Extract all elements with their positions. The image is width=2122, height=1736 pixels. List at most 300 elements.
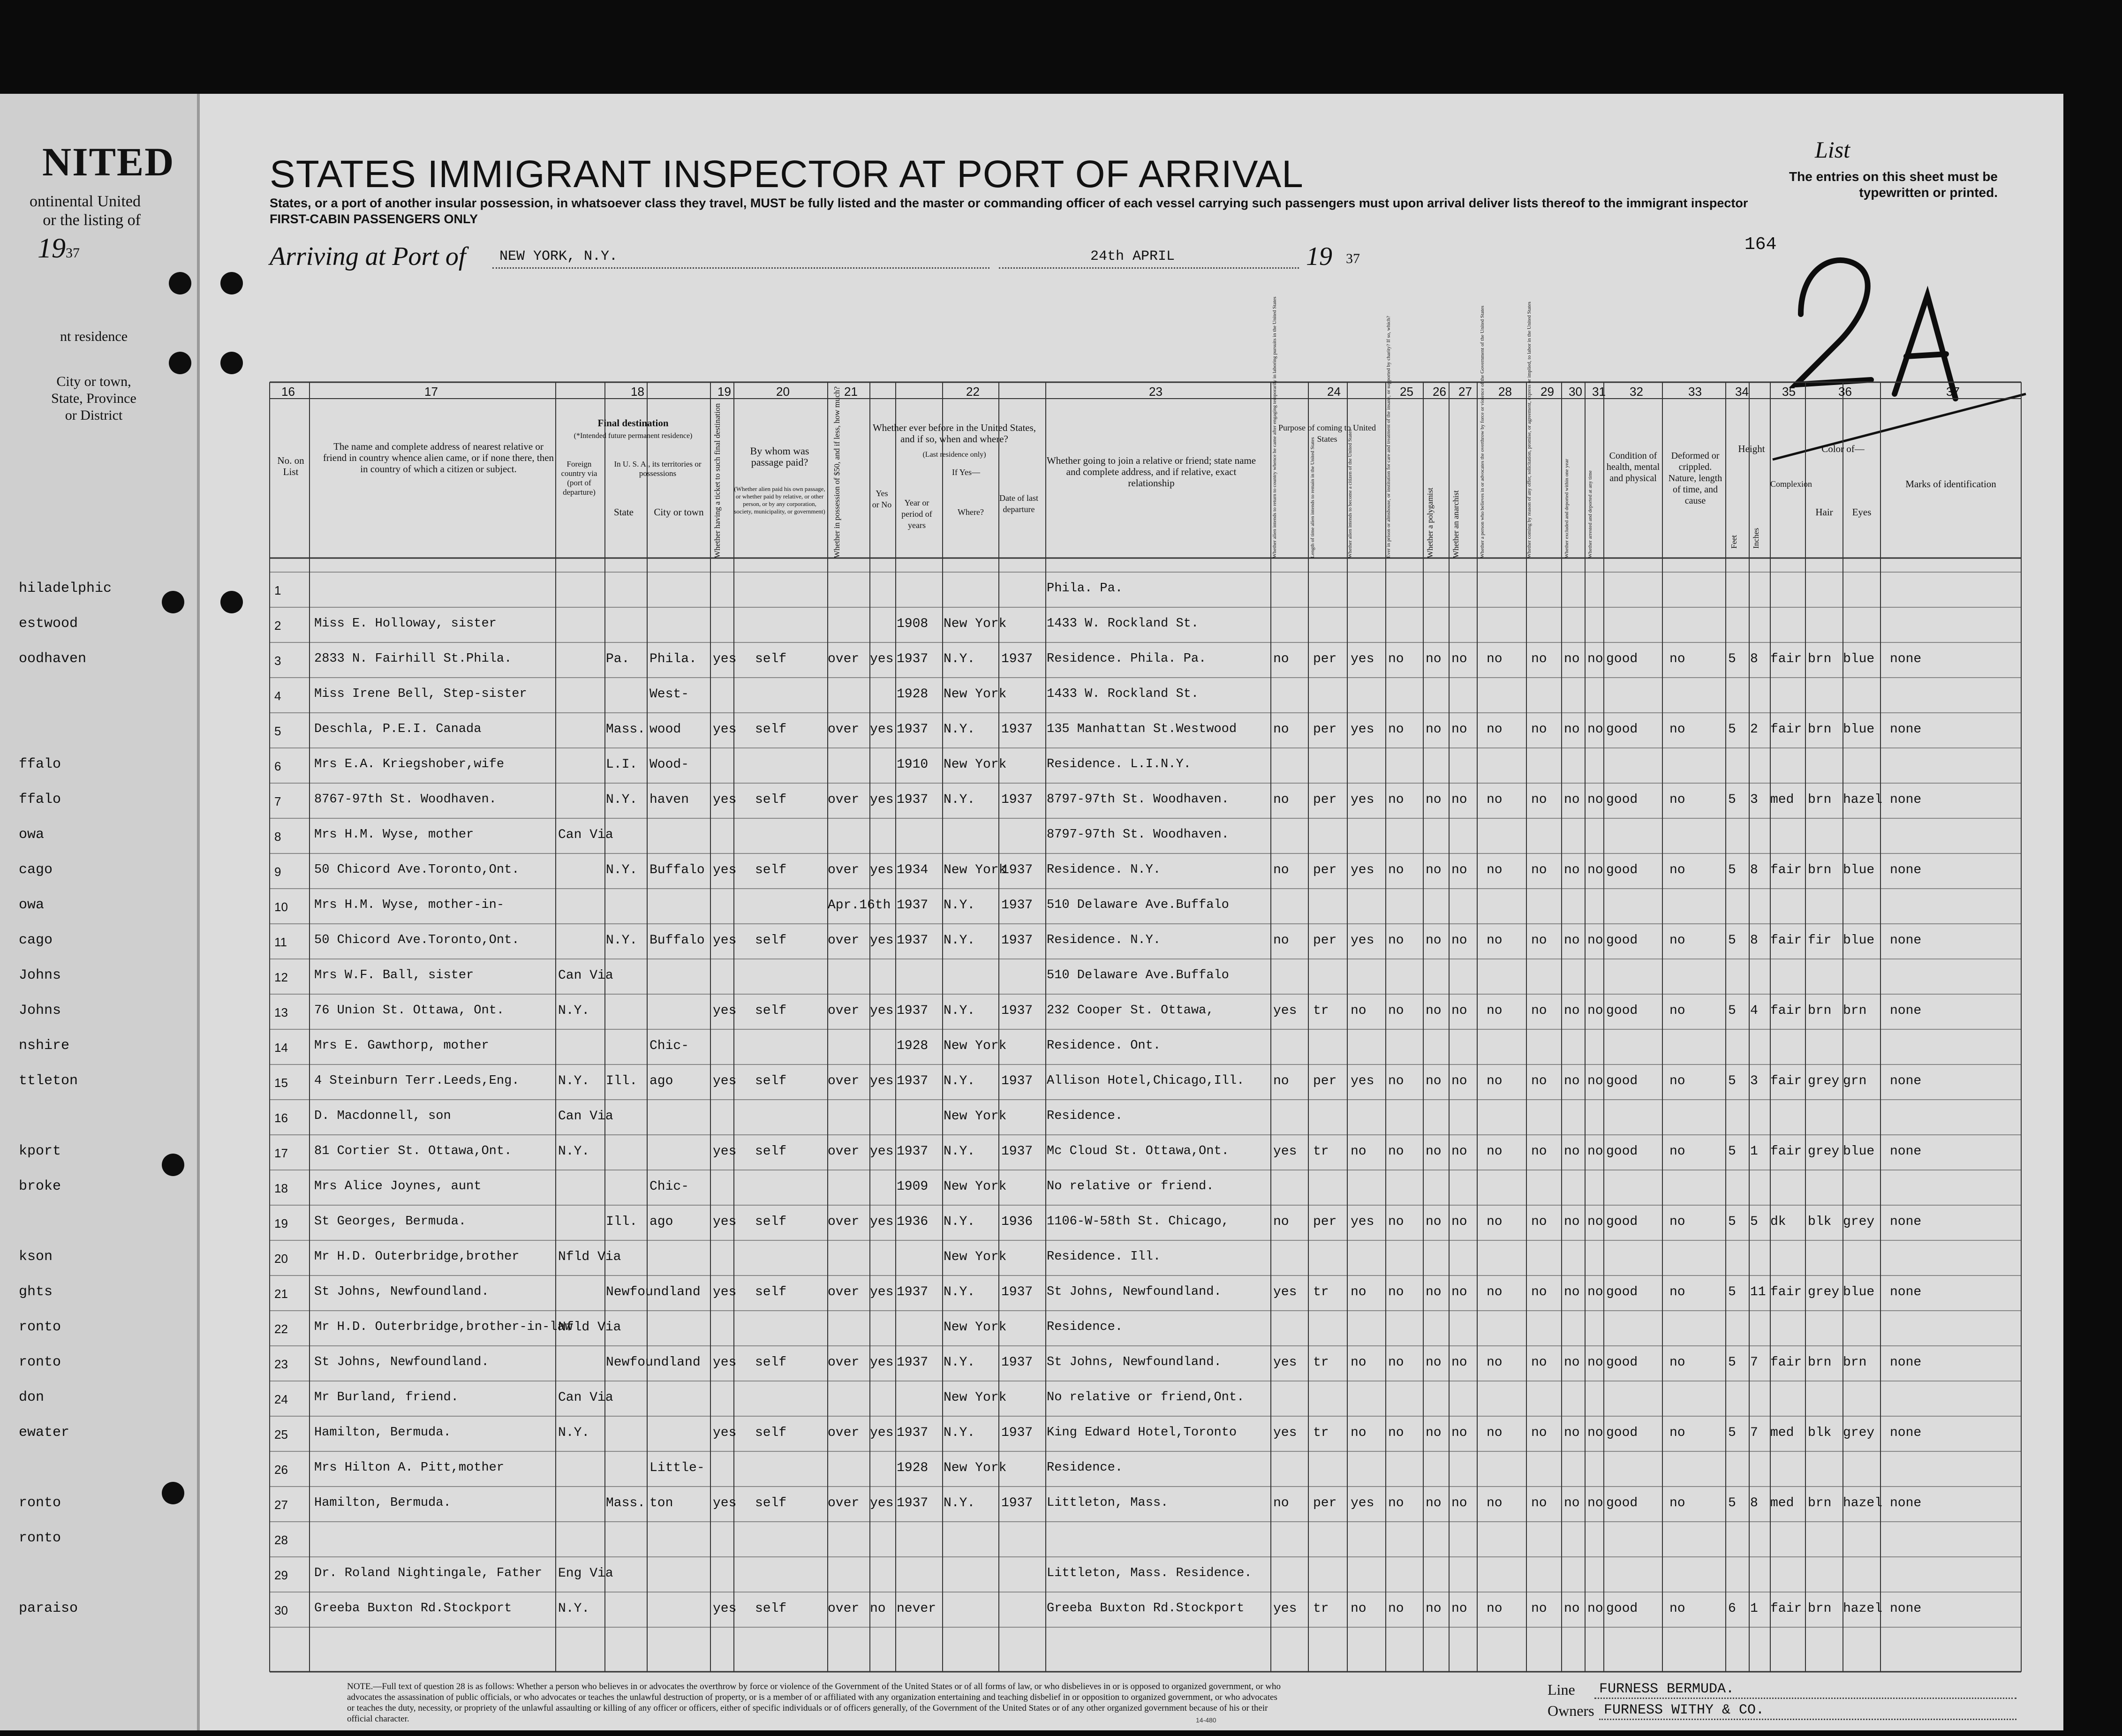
cell-c30: no [1564, 1285, 1580, 1299]
cell-pc: yes [1351, 863, 1374, 877]
cell-dep: 1937 [1001, 863, 1033, 877]
cell-where: N.Y. [944, 898, 975, 913]
cell-health: good [1606, 933, 1638, 948]
header-anarchist: Whether an anarchist [1451, 490, 1460, 558]
cell-money: over [828, 1285, 860, 1299]
header-col25: Ever in prison or almshouse, or institution for care and treatment of the insane, or supported by charity? If so, which? [1386, 316, 1391, 558]
cell-complexion: fair [1770, 1144, 1802, 1159]
column-number: 24 [1327, 385, 1341, 399]
cell-ticket: yes [713, 1355, 737, 1370]
cell-joining: 510 Delaware Ave.Buffalo [1047, 968, 1229, 982]
cell-c25: no [1388, 1496, 1404, 1510]
arriving-label: Arriving at Port of [270, 242, 466, 271]
cell-dep: 1937 [1001, 933, 1033, 948]
cell-eyes: grey [1843, 1215, 1875, 1229]
cell-c29: no [1531, 652, 1547, 666]
cell-c31: no [1587, 1144, 1603, 1159]
cell-relative: Mrs W.F. Ball, sister [314, 968, 474, 982]
cell-joining: Residence. N.Y. [1047, 863, 1161, 877]
footer-note: NOTE.—Full text of question 28 is as follows: Whether a person who believes in or advocates the overthrow by force or violence of the Government of the United States or of all forms of law, or who disbelieves in or is opposed to organized government, or who advocates the assassination of public officials, or who advocates or teaches the unlawful destruction of property, or is a member of or affiliated with any organization entertaining and teaching disbelief in or opposition to organized government, or who advocates or teaches the duty, necessity, or propriety of the unlawful assaulting or killing of any officer or officers, either of specific individuals or of officers generally, of the Government of the United States or of any other organized government because of his or their official character. [347, 1682, 1281, 1724]
cell-pc: yes [1351, 722, 1374, 737]
column-number: 32 [1630, 385, 1643, 399]
header-feet: Feet [1729, 535, 1738, 549]
cell-city: ago [649, 1215, 673, 1229]
cell-joining: 510 Delaware Ave.Buffalo [1047, 898, 1229, 912]
cell-joining: Residence. [1047, 1320, 1123, 1334]
cell-c28: no [1487, 722, 1503, 737]
header-hair: Hair [1815, 506, 1833, 518]
column-number: 21 [844, 385, 858, 399]
header-health: Condition of health, mental and physical [1606, 451, 1660, 483]
cell-pb: tr [1313, 1426, 1329, 1440]
cell-no: 9 [274, 865, 281, 879]
cell-no: 5 [274, 724, 281, 738]
cell-c31: no [1587, 1601, 1603, 1616]
cell-year: 1937 [897, 898, 929, 913]
cell-ticket: yes [713, 722, 737, 737]
cell-joining: Mc Cloud St. Ottawa,Ont. [1047, 1144, 1229, 1158]
cell-paid: self [755, 863, 787, 877]
cell-c30: no [1564, 1601, 1580, 1616]
cell-complexion: fair [1770, 933, 1802, 948]
handwritten-list-number [1796, 260, 1871, 385]
cell-no: 6 [274, 759, 281, 773]
cell-relative: 2833 N. Fairhill St.Phila. [314, 652, 512, 666]
cell-pb: tr [1313, 1144, 1329, 1159]
cell-marks: none [1890, 1144, 1922, 1159]
cell-year: 1910 [897, 757, 929, 772]
column-number: 19 [717, 385, 731, 399]
header-date-departure: Date of last departure [999, 493, 1038, 514]
cell-c28: no [1487, 1601, 1503, 1616]
cell-deformed: no [1669, 652, 1685, 666]
cell-relative: D. Macdonnell, son [314, 1109, 451, 1123]
cell-hair: grey [1808, 1285, 1840, 1299]
cell-no: 15 [274, 1076, 288, 1090]
column-number: 22 [966, 385, 980, 399]
cell-paid: self [755, 652, 787, 666]
cell-c31: no [1587, 1426, 1603, 1440]
cell-where: New York [944, 1109, 1007, 1124]
cell-inches: 4 [1750, 1004, 1758, 1018]
cell-via: Can Via [558, 968, 613, 983]
cell-year: 1934 [897, 863, 929, 877]
cell-marks: none [1890, 1004, 1922, 1018]
cell-c26: no [1426, 1004, 1442, 1018]
subtitle-line: States, or a port of another insular possession, in whatsoever class they travel, MUST be fully listed and the master or commanding officer of each vessel carrying such passengers must upon arrival deliver lists thereof to the immigrant inspector [270, 196, 1748, 210]
cell-relative: 50 Chicord Ave.Toronto,Ont. [314, 863, 520, 877]
cell-hair: brn [1808, 1496, 1832, 1510]
cell-inches: 7 [1750, 1355, 1758, 1370]
cell-joining: 1106-W-58th St. Chicago, [1047, 1215, 1229, 1229]
cell-pa: yes [1273, 1355, 1297, 1370]
cell-c28: no [1487, 863, 1503, 877]
cell-paid: self [755, 933, 787, 948]
cell-c26: no [1426, 1074, 1442, 1088]
cell-city: Chic- [649, 1179, 689, 1194]
cell-c30: no [1564, 1004, 1580, 1018]
cell-health: good [1606, 722, 1638, 737]
strip-residence-cell: kson [19, 1249, 53, 1265]
cell-year: 1937 [897, 1285, 929, 1299]
cell-c26: no [1426, 722, 1442, 737]
cell-c28: no [1487, 1004, 1503, 1018]
cell-dep: 1937 [1001, 898, 1033, 913]
cell-no: 28 [274, 1533, 288, 1547]
cell-c29: no [1531, 1496, 1547, 1510]
cell-health: good [1606, 1601, 1638, 1616]
strip-residence-cell: kport [19, 1143, 61, 1159]
cell-relative: Hamilton, Bermuda. [314, 1496, 451, 1510]
cell-c28: no [1487, 1355, 1503, 1370]
cell-hair: grey [1808, 1074, 1840, 1088]
cell-no: 29 [274, 1568, 288, 1582]
cell-no: 25 [274, 1427, 288, 1442]
cell-c29: no [1531, 1285, 1547, 1299]
cell-feet: 5 [1728, 1074, 1736, 1088]
cell-eyes: blue [1843, 722, 1875, 737]
cell-before: yes [870, 1426, 894, 1440]
cell-health: good [1606, 863, 1638, 877]
cell-before: yes [870, 793, 894, 807]
strip-residence-cell: owa [19, 897, 45, 913]
cell-hair: grey [1808, 1144, 1840, 1159]
cell-marks: none [1890, 1601, 1922, 1616]
cell-c25: no [1388, 1074, 1404, 1088]
cell-health: good [1606, 1496, 1638, 1510]
cell-feet: 5 [1728, 652, 1736, 666]
cell-eyes: grey [1843, 1426, 1875, 1440]
cell-dep: 1937 [1001, 1285, 1033, 1299]
cell-state: N.Y. [606, 793, 638, 807]
cell-pa: yes [1273, 1285, 1297, 1299]
cell-c27: no [1451, 793, 1467, 807]
cell-marks: none [1890, 1285, 1922, 1299]
column-number: 30 [1569, 385, 1582, 399]
cell-pc: no [1351, 1144, 1367, 1159]
column-number: 26 [1433, 385, 1446, 399]
cell-city: Phila. [649, 652, 697, 666]
cell-c30: no [1564, 1426, 1580, 1440]
cell-inches: 1 [1750, 1601, 1758, 1616]
cell-health: good [1606, 1426, 1638, 1440]
cell-c26: no [1426, 933, 1442, 948]
cell-marks: none [1890, 1426, 1922, 1440]
cell-deformed: no [1669, 1496, 1685, 1510]
cell-c30: no [1564, 1215, 1580, 1229]
cell-where: New York [944, 1039, 1007, 1053]
cell-where: N.Y. [944, 793, 975, 807]
cell-joining: Residence. Ill. [1047, 1250, 1161, 1264]
cell-year: 1937 [897, 722, 929, 737]
cell-relative: 81 Cortier St. Ottawa,Ont. [314, 1144, 512, 1158]
cell-complexion: fair [1770, 1285, 1802, 1299]
cell-c30: no [1564, 1144, 1580, 1159]
cell-state: Newfoundland [606, 1355, 701, 1370]
column-number: 16 [281, 385, 295, 399]
strip-residence-cell: Johns [19, 967, 61, 983]
header-joining-relative: Whether going to join a relative or friend; state name and complete address, and if relative, exact relationship [1046, 455, 1256, 489]
cell-eyes: hazel [1843, 1601, 1883, 1616]
header-relative-address: The name and complete address of nearest relative or friend in country whence alien came, or if none there, then in country of which a citizen or subject. [323, 441, 554, 475]
header-no-on-list: No. on List [277, 455, 304, 477]
cell-marks: none [1890, 863, 1922, 877]
cell-pc: no [1351, 1426, 1367, 1440]
cell-joining: Allison Hotel,Chicago,Ill. [1047, 1074, 1245, 1088]
strip-residence-cell: nshire [19, 1038, 70, 1054]
cell-joining: Residence. [1047, 1461, 1123, 1475]
cell-no: 30 [274, 1603, 288, 1617]
cell-before: yes [870, 863, 894, 877]
cell-c25: no [1388, 1285, 1404, 1299]
cell-relative: Mrs E.A. Kriegshober,wife [314, 757, 505, 771]
cell-pc: yes [1351, 793, 1374, 807]
strip-residence-cell: ewater [19, 1425, 70, 1441]
cell-inches: 1 [1750, 1144, 1758, 1159]
cell-via: N.Y. [558, 1074, 590, 1088]
cell-joining: Littleton, Mass. [1047, 1496, 1169, 1510]
cell-pc: no [1351, 1285, 1367, 1299]
cell-where: N.Y. [944, 722, 975, 737]
cell-no: 2 [274, 619, 281, 633]
cell-feet: 5 [1728, 933, 1736, 948]
cell-c31: no [1587, 933, 1603, 948]
cell-c25: no [1388, 1426, 1404, 1440]
cell-where: New York [944, 1320, 1007, 1335]
cell-joining: Residence. L.I.N.Y. [1047, 757, 1191, 771]
cell-pb: per [1313, 1215, 1337, 1229]
cell-money: over [828, 1496, 860, 1510]
cell-c28: no [1487, 1215, 1503, 1229]
cell-complexion: fair [1770, 1355, 1802, 1370]
cell-relative: 4 Steinburn Terr.Leeds,Eng. [314, 1074, 520, 1088]
cell-relative: Mr Burland, friend. [314, 1390, 459, 1404]
cell-pa: no [1273, 1074, 1289, 1088]
cell-year: 1937 [897, 1426, 929, 1440]
cell-joining: 1433 W. Rockland St. [1047, 687, 1199, 701]
cell-money: over [828, 1074, 860, 1088]
cell-relative: Mrs Alice Joynes, aunt [314, 1179, 482, 1193]
strip-residence-cell: ronto [19, 1354, 61, 1370]
cell-feet: 5 [1728, 722, 1736, 737]
cell-c29: no [1531, 1004, 1547, 1018]
cell-where: New York [944, 1179, 1007, 1194]
cell-relative: Mr H.D. Outerbridge,brother [314, 1250, 520, 1264]
column-number: 34 [1735, 385, 1749, 399]
header-purpose: Purpose of coming to United States [1278, 423, 1376, 444]
cell-c29: no [1531, 1426, 1547, 1440]
cell-where: New York [944, 617, 1007, 631]
strip-residence-cell: ffalo [19, 792, 61, 808]
cell-joining: 135 Manhattan St.Westwood [1047, 722, 1237, 736]
cell-relative: Miss Irene Bell, Step-sister [314, 687, 527, 701]
footer-owners-label: Owners [1548, 1702, 1594, 1719]
cell-relative: Mrs H.M. Wyse, mother [314, 828, 474, 842]
cell-pb: per [1313, 1496, 1337, 1510]
cell-joining: Greeba Buxton Rd.Stockport [1047, 1601, 1245, 1615]
cell-c28: no [1487, 1144, 1503, 1159]
header-purpose-c: Whether alien intends to become a citizen of the United States [1347, 429, 1353, 558]
cell-no: 11 [274, 935, 287, 949]
strip-residence-cell: broke [19, 1178, 61, 1194]
cell-eyes: hazel [1843, 1496, 1883, 1510]
cell-dep: 1937 [1001, 1355, 1033, 1370]
cell-feet: 5 [1728, 1144, 1736, 1159]
cell-no: 27 [274, 1498, 288, 1512]
cell-inches: 8 [1750, 652, 1758, 666]
cell-eyes: blue [1843, 1144, 1875, 1159]
cell-pc: no [1351, 1004, 1367, 1018]
cell-c31: no [1587, 1496, 1603, 1510]
year-prefix: 19 [1306, 242, 1332, 271]
cell-city: wood [649, 722, 681, 737]
header-col30: Whether excluded and deported within one year [1564, 459, 1570, 558]
cell-ticket: yes [713, 863, 737, 877]
cell-pa: no [1273, 722, 1289, 737]
strip-residence-cell: cago [19, 862, 53, 878]
column-number: 35 [1782, 385, 1796, 399]
cell-c27: no [1451, 863, 1467, 877]
cell-where: New York [944, 1461, 1007, 1475]
cell-dep: 1937 [1001, 1496, 1033, 1510]
cell-paid: self [755, 722, 787, 737]
cell-feet: 5 [1728, 1215, 1736, 1229]
cell-c26: no [1426, 1426, 1442, 1440]
strip-residence-header: nt residence City or town, State, Province or District [51, 329, 136, 423]
cell-c31: no [1587, 1004, 1603, 1018]
cell-c31: no [1587, 1074, 1603, 1088]
cell-health: good [1606, 1144, 1638, 1159]
grid-lines [270, 296, 2021, 1672]
cell-dep: 1937 [1001, 722, 1033, 737]
header-where: Where? [958, 507, 984, 517]
cell-dep: 1937 [1001, 1426, 1033, 1440]
list-label: List [1815, 136, 1850, 163]
cell-c30: no [1564, 793, 1580, 807]
cell-c26: no [1426, 1215, 1442, 1229]
cell-c28: no [1487, 1285, 1503, 1299]
cell-no: 16 [274, 1111, 288, 1125]
cell-joining: St Johns, Newfoundland. [1047, 1285, 1222, 1299]
cell-joining: No relative or friend. [1047, 1179, 1214, 1193]
cell-paid: self [755, 1496, 787, 1510]
cell-c25: no [1388, 1215, 1404, 1229]
header-eyes: Eyes [1852, 506, 1872, 518]
column-number: 33 [1688, 385, 1702, 399]
strip-title: NITED [42, 139, 175, 184]
cell-joining: 232 Cooper St. Ottawa, [1047, 1004, 1214, 1018]
header-polygamist: Whether a polygamist [1426, 487, 1435, 558]
cell-ticket: yes [713, 652, 737, 666]
header-state: State [614, 506, 634, 518]
cell-paid: self [755, 793, 787, 807]
cell-no: 4 [274, 689, 281, 703]
header-col28: Whether a person who believes in or advocates the overthrow by force or violence of the Government of the United States [1480, 305, 1485, 558]
cell-c30: no [1564, 722, 1580, 737]
cell-ticket: yes [713, 933, 737, 948]
cell-year: 1937 [897, 793, 929, 807]
cell-relative: Hamilton, Bermuda. [314, 1426, 451, 1440]
cell-c25: no [1388, 1355, 1404, 1370]
cell-eyes: grn [1843, 1074, 1867, 1088]
cell-relative: Dr. Roland Nightingale, Father [314, 1566, 543, 1580]
cell-money: over [828, 1215, 860, 1229]
cell-pb: per [1313, 863, 1337, 877]
cell-no: 18 [274, 1181, 288, 1195]
header-ever-before-note: (Last residence only) [922, 451, 986, 459]
column-number: 18 [631, 385, 644, 399]
cell-c31: no [1587, 863, 1603, 877]
header-col31: Whether arrested and deported at any time [1587, 470, 1593, 558]
header-marks: Marks of identification [1905, 478, 1996, 490]
strip-residence-cell: hiladelphic [19, 581, 112, 596]
cell-ticket: yes [713, 1074, 737, 1088]
cell-c27: no [1451, 1426, 1467, 1440]
cell-dep: 1937 [1001, 793, 1033, 807]
cell-inches: 5 [1750, 1215, 1758, 1229]
header-city: City or town [654, 506, 704, 518]
cell-state: Mass. [606, 1496, 646, 1510]
cell-c26: no [1426, 793, 1442, 807]
cell-state: Pa. [606, 652, 630, 666]
cell-paid: self [755, 1144, 787, 1159]
cell-money: over [828, 722, 860, 737]
strip-residence-cell: Johns [19, 1003, 61, 1019]
cell-inches: 3 [1750, 1074, 1758, 1088]
cell-inches: 2 [1750, 722, 1758, 737]
cell-joining: King Edward Hotel,Toronto [1047, 1426, 1237, 1440]
cell-where: New York [944, 863, 1007, 877]
cell-via: Nfld Via [558, 1250, 621, 1264]
cell-pb: per [1313, 793, 1337, 807]
cell-city: ago [649, 1074, 673, 1088]
cell-via: Eng Via [558, 1566, 613, 1581]
cell-hair: brn [1808, 1355, 1832, 1370]
strip-subtitle: ontinental United or the listing of [29, 193, 141, 229]
cell-inches: 3 [1750, 793, 1758, 807]
cell-deformed: no [1669, 1004, 1685, 1018]
cell-where: New York [944, 1250, 1007, 1264]
cell-city: Chic- [649, 1039, 689, 1053]
cell-no: 8 [274, 830, 281, 844]
header-inches: Inches [1752, 528, 1760, 549]
cell-deformed: no [1669, 1074, 1685, 1088]
cell-year: 1928 [897, 1039, 929, 1053]
cell-deformed: no [1669, 1355, 1685, 1370]
cell-pa: yes [1273, 1601, 1297, 1616]
header-ever-before: Whether ever before in the United States, and if so, when and where? [872, 422, 1036, 445]
footer-owners-rule [1599, 1719, 2016, 1720]
header-by-whom-paid-note: (Whether alien paid his own passage, or whether paid by relative, or other person, or by any corporation, society, municipality, or government) [734, 485, 825, 515]
cell-paid: self [755, 1215, 787, 1229]
cell-paid: self [755, 1074, 787, 1088]
cell-pa: no [1273, 793, 1289, 807]
cell-c29: no [1531, 933, 1547, 948]
cell-no: 3 [274, 654, 281, 668]
cell-c31: no [1587, 652, 1603, 666]
footer-line-rule [1594, 1698, 2016, 1699]
cell-via: N.Y. [558, 1601, 590, 1616]
cell-marks: none [1890, 1355, 1922, 1370]
cell-paid: self [755, 1355, 787, 1370]
cell-deformed: no [1669, 1215, 1685, 1229]
cell-c27: no [1451, 1215, 1467, 1229]
cell-c25: no [1388, 933, 1404, 948]
cell-where: N.Y. [944, 1215, 975, 1229]
cell-city: Buffalo [649, 933, 705, 948]
cell-dep: 1936 [1001, 1215, 1033, 1229]
cell-feet: 5 [1728, 1285, 1736, 1299]
